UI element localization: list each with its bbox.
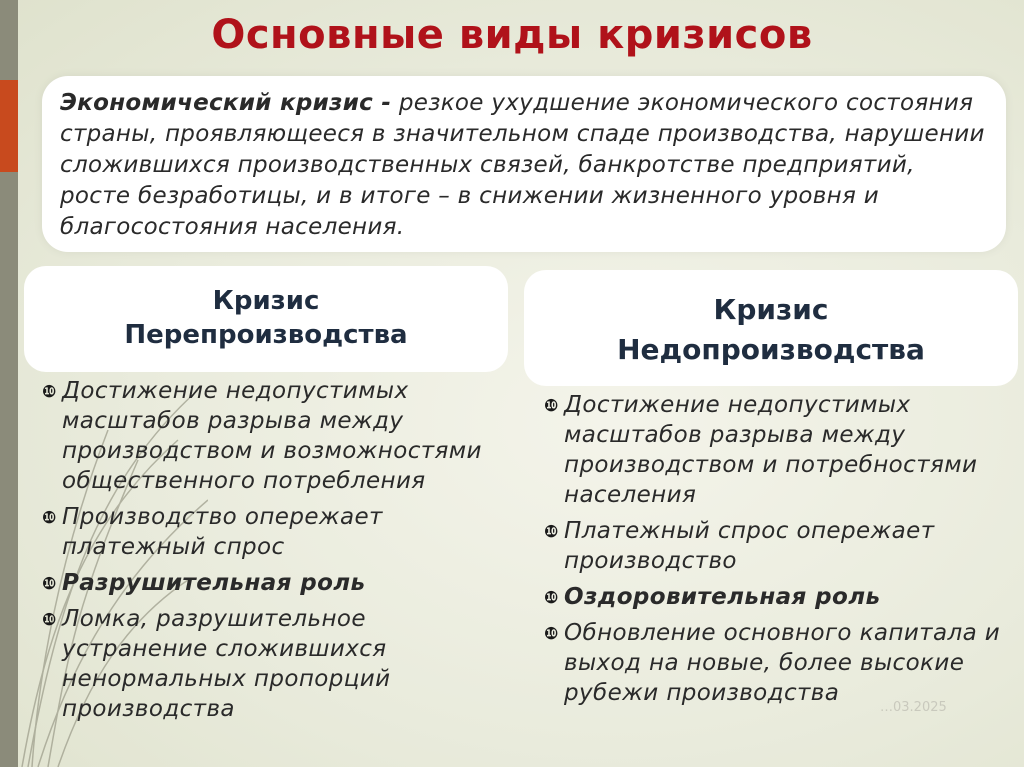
list-item: ❿ Достижение недопустимых масштабов разрыва между производством и потребностями населения — [544, 392, 978, 508]
list-item: ❿ Достижение недопустимых масштабов разрыва между производством и возможностями общественного потребления — [42, 378, 482, 494]
list-item: ❿ Оздоровительная роль — [544, 582, 1014, 612]
bullet-icon: ❿ — [42, 574, 57, 594]
definition-body: резкое ухудшение экономического состояния страны, проявляющееся в значительном спаде производства, нарушении сложившихся производственных связей, банкротстве предприятий, росте безработицы, и в итоге – в снижении жизненного уровня и благосостояния населения. — [60, 90, 985, 240]
bullet-icon: ❿ — [42, 508, 57, 528]
definition-term: Экономический кризис - — [60, 90, 392, 116]
right-bullet-list — [544, 390, 1014, 714]
left-column-heading — [24, 266, 508, 372]
left-accent-block — [0, 80, 18, 172]
left-bullet-list — [42, 376, 512, 730]
list-item: ❿ Обновление основного капитала и выход на новые, более высокие рубежи производства — [544, 620, 1001, 706]
page-title: Основные виды кризисов — [211, 12, 813, 58]
bullet-icon: ❿ — [42, 382, 57, 402]
definition-text — [60, 88, 990, 243]
list-item: ❿ Производство опережает платежный спрос — [42, 504, 383, 560]
left-heading-line1: Кризис — [212, 286, 320, 316]
bullet-icon: ❿ — [42, 610, 57, 630]
right-heading-line2: Недопроизводства — [617, 333, 925, 366]
bullet-icon: ❿ — [544, 624, 559, 644]
list-item: ❿ Платежный спрос опережает производство — [544, 518, 935, 574]
right-heading-line1: Кризис — [713, 293, 829, 326]
bullet-icon: ❿ — [544, 522, 559, 542]
right-column-heading — [524, 270, 1018, 386]
bullet-icon: ❿ — [544, 396, 559, 416]
left-heading-line2: Перепроизводства — [124, 320, 408, 350]
list-item: ❿ Разрушительная роль — [42, 568, 512, 598]
list-item: ❿ Ломка, разрушительное устранение сложившихся ненормальных пропорций производства — [42, 606, 391, 722]
bullet-icon: ❿ — [544, 588, 559, 608]
slide-date: …03.2025 — [880, 700, 947, 715]
